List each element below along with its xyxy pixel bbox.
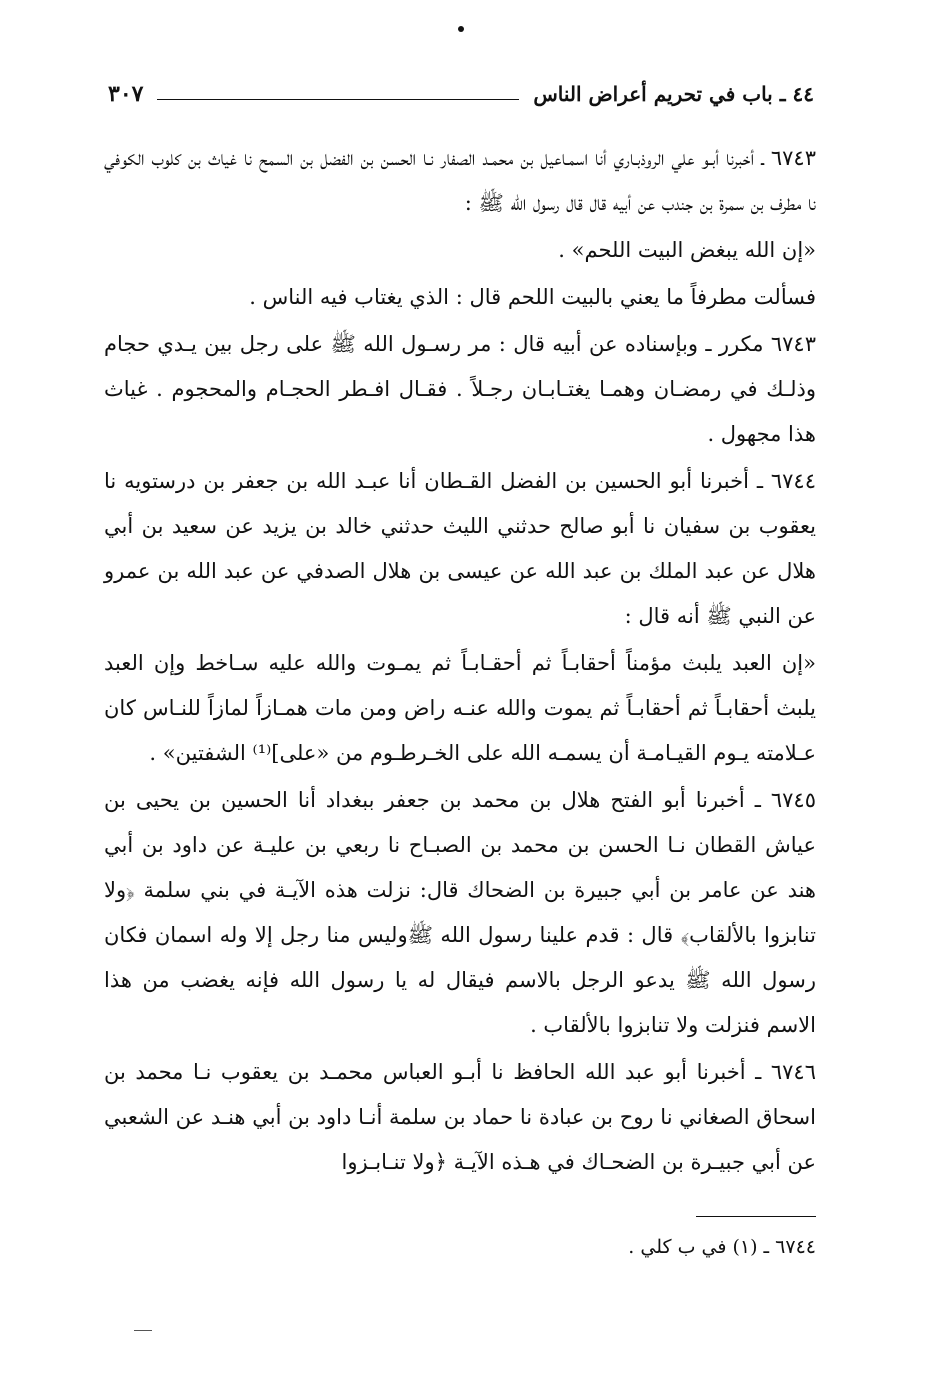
hadith-6743-explanation: فسألت مطرفاً ما يعني بالبيت اللحم قال : الذي يغتاب فيه الناس . [249, 285, 816, 309]
page-mark-dot [458, 26, 464, 32]
page-number: ٣٠٧ [108, 81, 144, 107]
footnote: ٦٧٤٤ ـ (١) في ب كلي . [628, 1236, 816, 1258]
footnote-separator [696, 1216, 816, 1217]
chapter-title: ٤٤ ـ باب في تحريم أعراض الناس [533, 82, 814, 106]
hadith-6743-quote: «إن الله يبغض البيت اللحم» . [558, 238, 816, 262]
stray-mark [134, 1330, 152, 1331]
hadith-6746: ٦٧٤٦ ـ أخبرنا أبو عبد الله الحافظ نا أبـو العباس محمـد بن يعقوب نـا محمد بن اسحاق الصغاني نا روح بن عبادة نا حماد بن سلمة أنـا داود بن أبي هنـد عن الشعبي عن أبي جبيـرة بن الضحـاك في هـذه الآيـة ﴿ولا تنـابـزوا [104, 1060, 816, 1174]
hadith-6743-repeated: ٦٧٤٣ مكرر ـ وبإسناده عن أبيه قال : مر رسـول الله ﷺ على رجل بين يـدي حجام وذلـك في رمضـان وهمـا يغتـابـان رجـلاً . فقـال افـطر الحجـام والمحجوم . غياث هذا مجهول . [104, 332, 816, 446]
hadith-6744-quote: «إن العبد يلبث مؤمناً أحقابـاً ثم أحقـابـاً ثم يمـوت والله عليه سـاخط وإن العبد يلبث أحقابـاً ثم أحقابـاً ثم يموت والله عنـه راض ومن مات همـازاً لمازاً للنـاس كان عـلامته يـوم القيـامـة أن يسمـه الله على الخـرطـوم من «على]⁽¹⁾ الشفتين» . [104, 651, 816, 765]
header-rule [157, 99, 519, 100]
hadith-6744: ٦٧٤٤ ـ أخبرنا أبو الحسين بن الفضل القـطان أنا عبـد الله بن جعفر بن درستويه نا يعقوب بن سفيان نا أبو صالح حدثني الليث حدثني خالد بن يزيد عن سعيد بن أبي هلال عن عبد الملك بن عبد الله عن عيسى بن هلال الصدفي عن عبد الله بن عمرو عن النبي ﷺ أنه قال : [104, 469, 816, 628]
hadith-6743: ٦٧٤٣ ـ أخبرنا أبـو علي الروذبـاري أنا اسمـاعيل بن محمـد الصفار نـا الحسن بن الفضل بن السمح نا غياث بن كلوب الكوفي نا مطرف بن سمرة بن جندب عن أبيه قال قال رسول الله ﷺ : [104, 146, 816, 215]
hadith-6745: ٦٧٤٥ ـ أخبرنا أبو الفتح هلال بن محمد بن جعفر ببغداد أنا الحسين بن يحيى بن عياش القطان نـا الحسن بن محمد بن الصبـاح نا ربعي بن عليـة عن داود بن أبي هند عن عامر بن أبي جبيرة بن الضحاك قال: نزلت هذه الآيـة في بني سلمة ﴿ولا تنابزوا بالألقاب﴾ قال : قدم علينا رسول الله ﷺوليس منا رجل إلا وله اسمان فكان رسول الله ﷺ يدعو الرجل بالاسم فيقال له يا رسول الله فإنه يغضب من هذا الاسم فنزلت ولا تنابزوا بالألقاب . [104, 788, 816, 1037]
running-header [108, 78, 814, 110]
page-body [104, 136, 816, 1187]
